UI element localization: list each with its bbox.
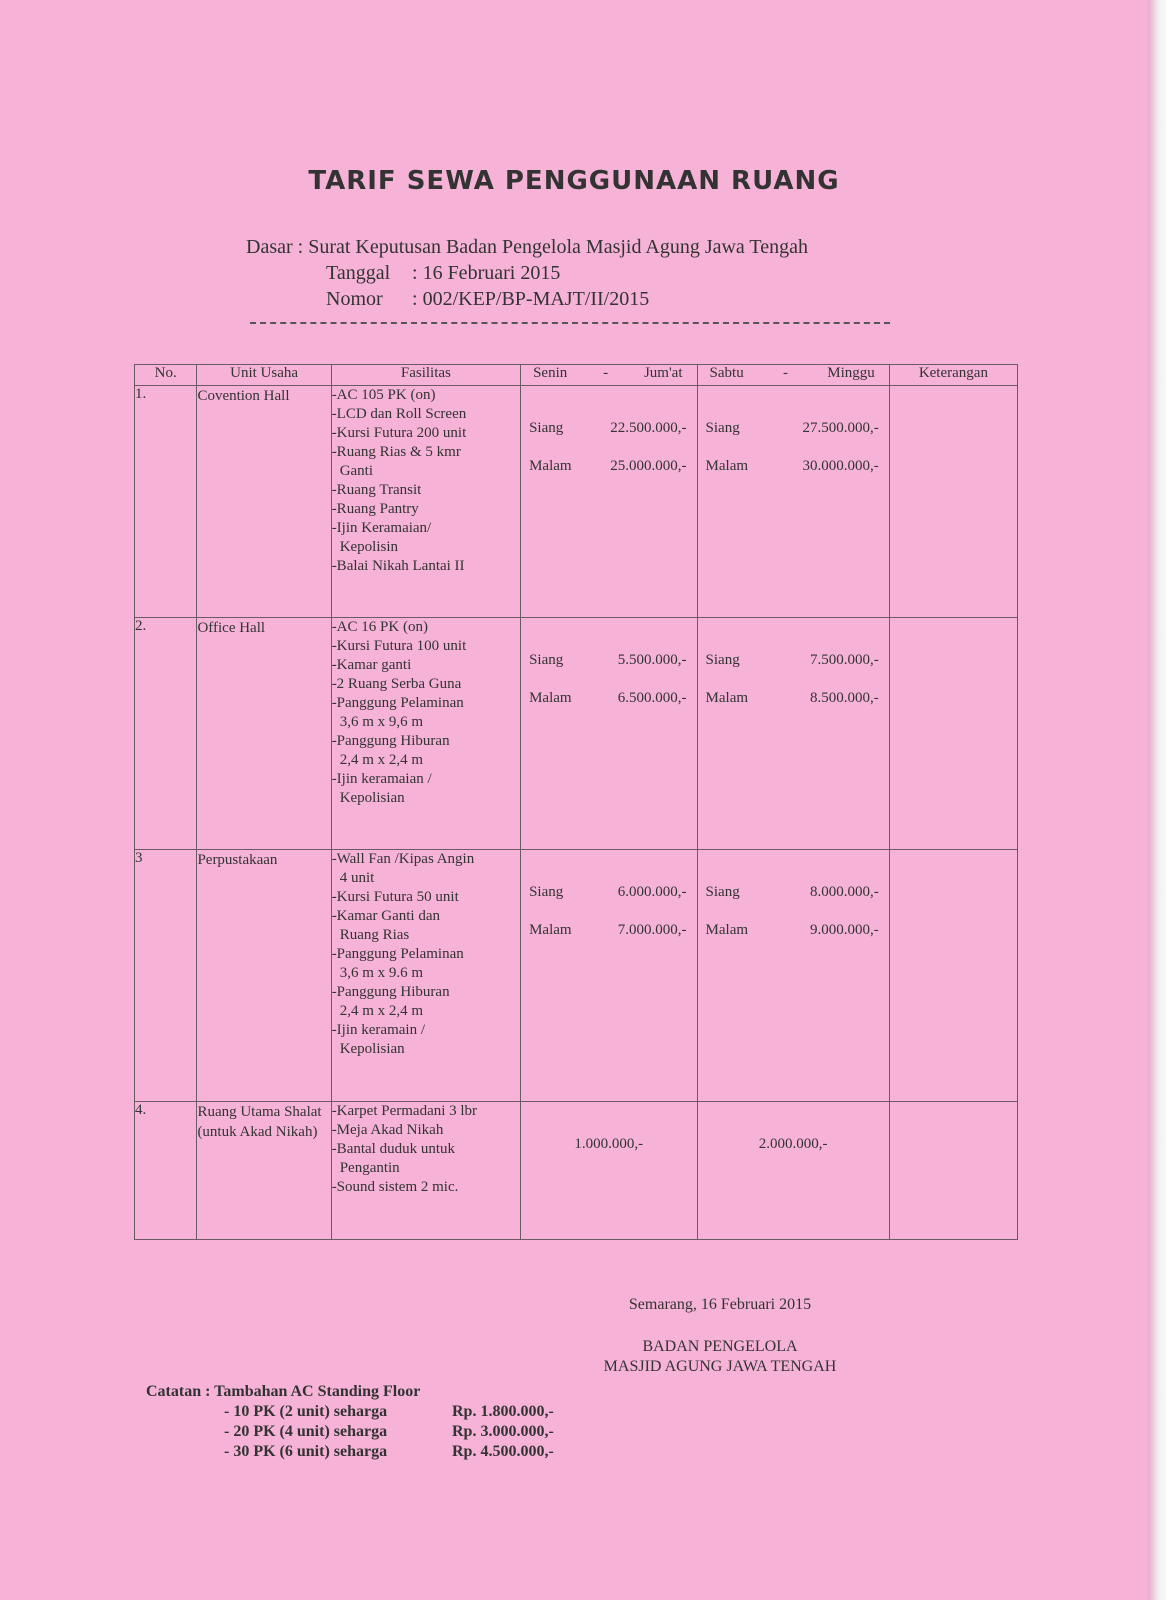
table-row (135, 1102, 1018, 1240)
fasilitas-item: -Bantal duduk untuk (331, 1141, 456, 1157)
header-weekday (521, 365, 697, 386)
nomor-row (246, 286, 808, 312)
fasilitas-item: -AC 16 PK (on) (331, 619, 428, 635)
paper-edge (1148, 0, 1166, 1600)
siang-price: 5.500.000,- (617, 652, 687, 668)
document-title: TARIF SEWA PENGGUNAAN RUANG (308, 166, 840, 196)
row-unit: Office Hall (197, 618, 331, 850)
dasar-block (246, 234, 808, 312)
row-no: 4. (135, 1102, 197, 1240)
fasilitas-item: -Karpet Permadani 3 lbr (331, 1103, 478, 1119)
fasilitas-item: -Sound sistem 2 mic. (331, 1179, 459, 1195)
siang-price: 6.000.000,- (617, 884, 687, 900)
row-weekend-prices (697, 1102, 889, 1240)
fasilitas-item: -Kursi Futura 50 unit (331, 889, 459, 905)
fasilitas-item: -Balai Nikah Lantai II (331, 558, 465, 574)
catatan-item (146, 1442, 554, 1462)
unit-line: Akad Nikah) (239, 1124, 318, 1140)
fasilitas-item: -Kamar ganti (331, 657, 412, 673)
fasilitas-item: -Panggung Hiburan (331, 984, 450, 1000)
siang-label: Siang (705, 652, 740, 668)
header-weekend-to: Minggu (827, 365, 875, 381)
signature-place-date: Semarang, 16 Februari 2015 (628, 1296, 812, 1313)
fasilitas-item: 2,4 m x 2,4 m (339, 752, 424, 768)
fasilitas-item: 3,6 m x 9.6 m (339, 965, 424, 981)
row-keterangan (889, 1102, 1017, 1240)
siang-label: Siang (529, 884, 564, 900)
dashed-divider (250, 322, 890, 324)
row-no: 3 (135, 850, 197, 1102)
malam-price: 30.000.000,- (802, 458, 879, 474)
fasilitas-item: Kepolisian (339, 790, 405, 806)
signature-org-line2: MASJID AGUNG JAWA TENGAH (603, 1358, 837, 1375)
malam-price: 7.000.000,- (617, 922, 687, 938)
fasilitas-item: -Ruang Pantry (331, 501, 419, 517)
malam-label: Malam (705, 922, 749, 938)
fasilitas-item: -Panggung Hiburan (331, 733, 450, 749)
unit-line: Shalat (untuk (197, 1104, 322, 1140)
fasilitas-item: -Kamar Ganti dan (331, 908, 440, 924)
fasilitas-item: -Kursi Futura 100 unit (331, 638, 467, 654)
fasilitas-item: Pengantin (339, 1160, 400, 1176)
siang-label: Siang (529, 652, 564, 668)
fasilitas-item: Ganti (339, 463, 374, 479)
fasilitas-item: Kepolisin (339, 539, 399, 555)
tanggal-sep: : (412, 262, 418, 284)
table-row (135, 850, 1018, 1102)
row-weekday-prices (521, 850, 697, 1102)
catatan-item-price: Rp. 3.000.000,- (452, 1423, 554, 1440)
catatan-label: Catatan : (146, 1383, 211, 1400)
header-weekend-dash: - (782, 365, 788, 381)
row-no: 2. (135, 618, 197, 850)
row-weekend-prices (697, 850, 889, 1102)
catatan-item (146, 1402, 554, 1422)
dasar-label: Dasar (246, 236, 293, 258)
row-fasilitas (331, 850, 520, 1102)
catatan-item-desc: - 20 PK (4 unit) seharga (224, 1423, 388, 1440)
tarif-table (134, 364, 1018, 1240)
catatan-item-desc: - 30 PK (6 unit) seharga (224, 1443, 388, 1460)
fasilitas-item: -Kursi Futura 200 unit (331, 425, 467, 441)
malam-price: 9.000.000,- (810, 922, 879, 938)
fasilitas-item: Kepolisian (339, 1041, 405, 1057)
row-unit: Perpustakaan (197, 850, 331, 1102)
tanggal-value: 16 Februari 2015 (422, 262, 561, 284)
dasar-row (246, 234, 808, 260)
malam-label: Malam (705, 690, 749, 706)
fasilitas-item: -LCD dan Roll Screen (331, 406, 467, 422)
header-weekend-from: Sabtu (709, 365, 744, 381)
row-weekend-prices (697, 618, 889, 850)
fasilitas-item: -Ijin keramain / (331, 1022, 425, 1038)
header-unit: Unit Usaha (197, 365, 331, 386)
fasilitas-item: -AC 105 PK (on) (331, 387, 436, 403)
siang-price: 22.500.000,- (610, 420, 687, 436)
catatan-item-price: Rp. 1.800.000,- (452, 1403, 554, 1420)
siang-label: Siang (529, 420, 564, 436)
weekday-price: 1.000.000,- (574, 1136, 644, 1152)
row-unit: Covention Hall (197, 386, 331, 618)
malam-label: Malam (529, 922, 572, 938)
fasilitas-item: -Meja Akad Nikah (331, 1122, 444, 1138)
tanggal-row (246, 260, 808, 286)
malam-label: Malam (529, 458, 572, 474)
fasilitas-item: -Ruang Transit (331, 482, 422, 498)
catatan-item-desc: - 10 PK (2 unit) seharga (224, 1403, 388, 1420)
catatan-item (146, 1422, 554, 1442)
row-keterangan (889, 386, 1017, 618)
catatan-heading: Tambahan AC Standing Floor (214, 1383, 421, 1400)
row-weekday-prices (521, 618, 697, 850)
weekend-price: 2.000.000,- (758, 1136, 828, 1152)
row-no: 1. (135, 386, 197, 618)
siang-price: 7.500.000,- (810, 652, 879, 668)
signature-org-line1: BADAN PENGELOLA (642, 1338, 798, 1355)
dasar-text: Surat Keputusan Badan Pengelola Masjid Agung Jawa Tengah (308, 236, 809, 258)
dasar-sep: : (297, 236, 304, 258)
fasilitas-item: 3,6 m x 9,6 m (339, 714, 424, 730)
row-unit (197, 1102, 331, 1240)
header-weekday-to: Jum'at (643, 365, 683, 381)
fasilitas-item: -Panggung Pelaminan (331, 946, 464, 962)
malam-label: Malam (529, 690, 572, 706)
fasilitas-item: 2,4 m x 2,4 m (339, 1003, 424, 1019)
catatan-item-price: Rp. 4.500.000,- (452, 1443, 554, 1460)
header-keterangan: Keterangan (889, 365, 1017, 386)
nomor-label: Nomor (326, 288, 383, 310)
unit-line: Ruang Utama (197, 1104, 281, 1120)
catatan-heading-row (146, 1382, 554, 1402)
table-row (135, 618, 1018, 850)
header-fasilitas: Fasilitas (331, 365, 520, 386)
row-fasilitas (331, 1102, 520, 1240)
malam-price: 25.000.000,- (610, 458, 687, 474)
malam-price: 6.500.000,- (617, 690, 687, 706)
fasilitas-item: Ruang Rias (339, 927, 410, 943)
siang-price: 27.500.000,- (802, 420, 879, 436)
row-keterangan (889, 618, 1017, 850)
fasilitas-item: -Ijin Keramaian/ (331, 520, 432, 536)
header-weekday-from: Senin (533, 365, 568, 381)
fasilitas-item: -2 Ruang Serba Guna (331, 676, 462, 692)
fasilitas-item: -Ijin keramaian / (331, 771, 432, 787)
header-weekday-dash: - (603, 365, 609, 381)
nomor-sep: : (412, 288, 418, 310)
nomor-value: 002/KEP/BP-MAJT/II/2015 (422, 288, 650, 310)
catatan-block (146, 1382, 554, 1462)
header-no: No. (135, 365, 197, 386)
row-weekday-prices (521, 386, 697, 618)
row-weekday-prices (521, 1102, 697, 1240)
siang-price: 8.000.000,- (810, 884, 879, 900)
fasilitas-item: 4 unit (339, 870, 375, 886)
malam-price: 8.500.000,- (810, 690, 879, 706)
table-header-row (135, 365, 1018, 386)
siang-label: Siang (705, 884, 740, 900)
fasilitas-item: -Panggung Pelaminan (331, 695, 464, 711)
header-weekend (697, 365, 889, 386)
fasilitas-item: -Wall Fan /Kipas Angin (331, 851, 475, 867)
row-weekend-prices (697, 386, 889, 618)
row-fasilitas (331, 386, 520, 618)
malam-label: Malam (705, 458, 749, 474)
row-keterangan (889, 850, 1017, 1102)
row-fasilitas (331, 618, 520, 850)
tanggal-label: Tanggal (326, 262, 391, 284)
table-row (135, 386, 1018, 618)
fasilitas-item: -Ruang Rias & 5 kmr (331, 444, 461, 460)
siang-label: Siang (705, 420, 740, 436)
